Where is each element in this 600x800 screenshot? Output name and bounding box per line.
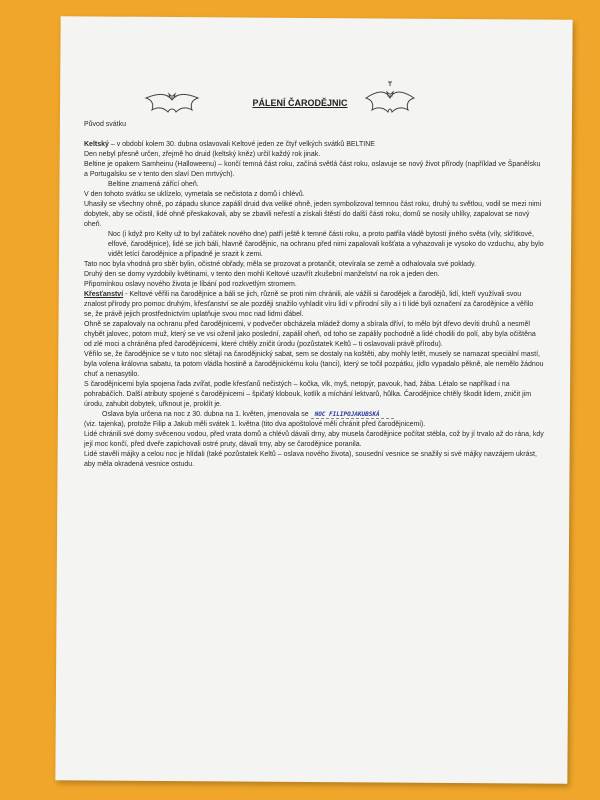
paragraph: Beltine znamená zářící oheň. bbox=[108, 181, 199, 188]
page-title: PÁLENÍ ČARODĚJNIC bbox=[252, 98, 348, 108]
paragraph: Noc (i když pro Kelty už to byl začátek nového dne) patří ještě k temné části roku, a proto patřila vládě bytostí jiného světa (víly, skřítkové, elfové, čarodějnice), lidé se jich báli, hlavně čarodějnic, na ochranu před nimi zapalovali košťata a vyhazovali je vysoko do vzduchu, aby bylo vidět letící čarodějnice a případně je srazit k zemi. bbox=[108, 231, 544, 258]
paragraph-oslava bbox=[84, 410, 544, 420]
paragraph: Druhý den se domy vyzdobily květinami, v tento den mohli Keltové uzavřít zkušební manželství na rok a jeden den. bbox=[84, 271, 440, 278]
oslava-text: Oslava byla určena na noc z 30. dubna na 1. květen, jmenovala se bbox=[102, 411, 311, 418]
paragraph: (viz. tajenka), protože Filip a Jakub měli svátek 1. května (tito dva apoštolové měli chránit před čarodějnicemi). bbox=[84, 421, 426, 428]
paragraph: Věřilo se, že čarodějnice se v tuto noc slétají na čarodějnický sabat, sem se dostaly na koštěti, aby mohly letět, musely se namazat speciální mastí, byla volena královna sabatu, ta potom vládla hostině a čarodějnickému kolu (tanci), který se točil pozpátku, jídlo vypadalo pěkně, ale nemělo žádnou chuť a nenasytilo. bbox=[84, 351, 544, 378]
paragraph: Tato noc byla vhodná pro sběr bylin, očistné obřady, měla se prozovat a protančit, otevírala se země a odhalovala své poklady. bbox=[84, 261, 476, 268]
paragraph: Připomínkou oslavy nového života je líbání pod rozkvetlým stromem. bbox=[84, 281, 297, 288]
paragraph: Uhasily se všechny ohně, po západu slunce zapálil druid dva veliké ohně, jeden symbolizoval temnou část roku, druhý tu světlou, vodil se mezi nimi dobytek, aby se očistil, lidé ohně přeskakovali, aby se zbavili neřestí a získali štěstí do další části roku, domů se nosily uhlíky, zapalovat se nový oheň. bbox=[84, 201, 542, 228]
section-subtitle: Původ svátku bbox=[84, 121, 127, 128]
keltsky-label: Keltský bbox=[84, 141, 109, 148]
paragraph: Lidé chránili své domy svěcenou vodou, před vrata domů a chlévů dávali drny, aby musela čarodějnice počítat stébla, což by jí trvalo až do rána, kdy její moc končí, před dveře zapichovali ostré pruty, dávali trny, aby se čarodějnice poranila. bbox=[84, 431, 544, 448]
paragraph: Den nebyl přesně určen, zřejmě ho druid (keltský kněz) určil každý rok jinak. bbox=[84, 151, 321, 158]
krestanstvi-text: - Keltové věřili na čarodějnice a báli se jich, různě se proti nim chránili, ale vážili si čarodějek a čarodějů, lidí, kteří využívali svou znalost přírody pro pomoc druhým, křesťanství se ale později snažilo vyhladit víru lidí v přírodní síly a i ti lidé byli označení za čarodějnice a věřilo se, že právě jejich prostřednictvím uplatňuje svou moc nad lidmi ďábel. bbox=[84, 291, 534, 318]
document-body bbox=[84, 120, 544, 470]
paragraph: Lidé stavěli májky a celou noc je hlídali (také pozůstatek Keltů – oslava nového života), sousední vesnice se snažily si své májky navzájem ukrást, aby měla okradená vesnice ostudu. bbox=[84, 451, 537, 468]
paragraph: V den tohoto svátku se uklízelo, vymetala se nečistota z domů i chlévů. bbox=[84, 191, 305, 198]
handwritten-answer: NOC FILIPOJAKUBSKÁ bbox=[311, 411, 394, 419]
paragraph: Beltine je opakem Samheinu (Halloweenu) – končí temná část roku, začíná světlá část roku, oslavuje se nový život přírody (například ve Španělsku a Portugalsku se v tento den slaví Den mrtvých). bbox=[84, 161, 541, 178]
paragraph: Ohně se zapalovaly na ochranu před čarodějnicemi, v podvečer obcházela mládež domy a sbírala dříví, to mělo být dřevo devíti druhů a nesměl chybět jalovec, potom muž, který se ve vsi oženil jako poslední, zapálil oheň, od toho se zapálily pochodně a lidé chodili do polí, aby byla očištěna od zlé moci a chráněna před čarodějnicemi, které chtěly zničit úrodu (pozůstatek Keltů – ti oslavovali právě přírodu). bbox=[84, 321, 536, 348]
paragraph-krestanstvi bbox=[84, 290, 544, 320]
krestanstvi-label: Křesťanství bbox=[84, 291, 124, 298]
keltsky-text: – v období kolem 30. dubna oslavovali Keltové jeden ze čtyř velkých svátků BELTINE bbox=[108, 141, 375, 148]
paragraph-keltsky bbox=[84, 140, 544, 150]
paragraph: S čarodějnicemi byla spojena řada zvířat, podle křesťanů nečistých – kočka, vlk, myš, netopýr, pavouk, had, žába. Létalo se napříkad i na pohrabáčích. Další atributy spojené s čarodějnicemi – špičatý klobouk, kotlík a míchání lektvarů, hůlka. Čarodějnice chtěly škodit lidem, zničit jim úrodu, zahubit dobytek, uřknout je, proklít je. bbox=[84, 381, 532, 408]
